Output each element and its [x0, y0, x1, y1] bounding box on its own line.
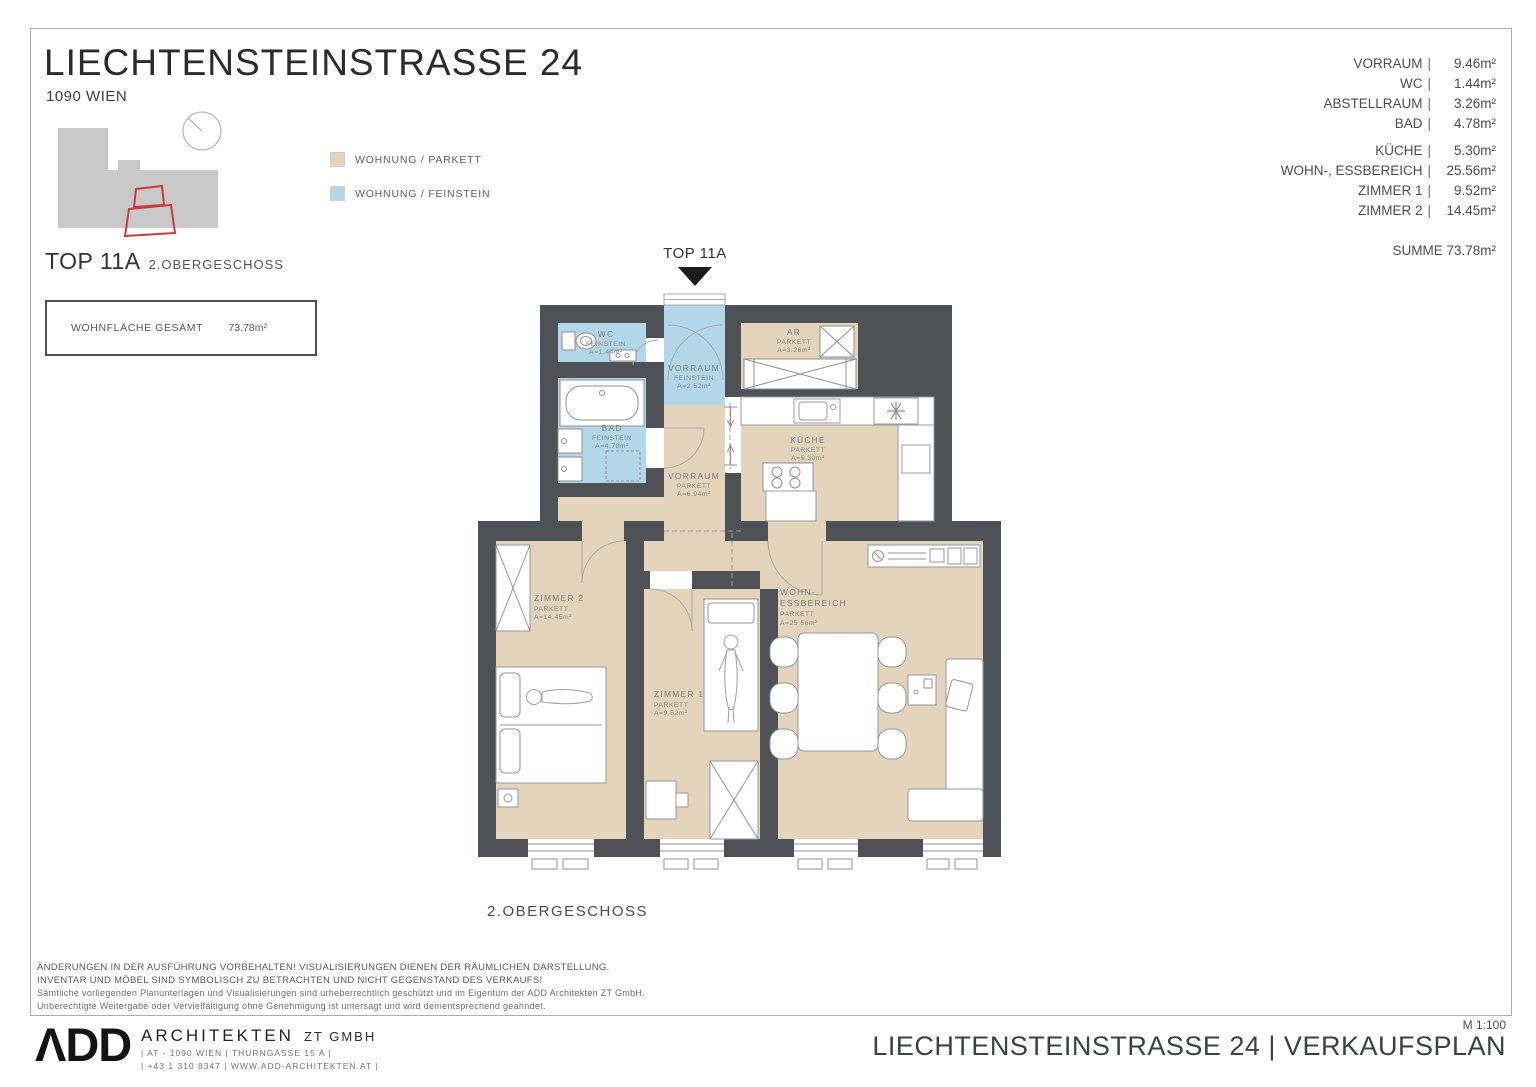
room-list [1281, 54, 1496, 261]
stove-icon [763, 463, 813, 491]
unit-heading [45, 248, 284, 275]
legend-item-feinstein [330, 186, 490, 201]
room-list-row: KÜCHE | 5.30m² [1281, 141, 1496, 161]
compass-icon [183, 112, 221, 150]
svg-text:A=2.52m²: A=2.52m² [677, 383, 711, 390]
svg-text:ZIMMER 2: ZIMMER 2 [534, 593, 585, 603]
storage-cabinet-icon [744, 359, 856, 389]
page-title: LIECHTENSTEINSTRASSE 24 [44, 42, 584, 83]
room-list-row: ABSTELLRAUM | 3.26m² [1281, 94, 1496, 114]
svg-text:BAD: BAD [601, 423, 623, 433]
dining-table-icon [798, 633, 878, 751]
svg-text:WOHN-,: WOHN-, [780, 587, 820, 597]
page-subtitle: 1090 WIEN [46, 88, 128, 105]
svg-text:FEINSTEIN: FEINSTEIN [586, 341, 626, 348]
area-box-value: 73.78m² [228, 322, 267, 334]
svg-text:ESSBEREICH: ESSBEREICH [780, 598, 847, 608]
svg-text:PARKETT: PARKETT [776, 339, 812, 346]
firm-address-1: | AT - 1090 WIEN | THURNGASSE 15 A | [141, 1048, 332, 1058]
svg-text:FEINSTEIN: FEINSTEIN [592, 435, 632, 442]
room-label: ZIMMER 2 [1357, 203, 1423, 218]
svg-text:ZIMMER 1: ZIMMER 1 [654, 689, 705, 699]
svg-text:A=9.52m²: A=9.52m² [654, 710, 688, 717]
svg-text:A=25.56m²: A=25.56m² [780, 620, 818, 627]
svg-text:AR: AR [786, 327, 802, 337]
legend-item-parkett [330, 152, 490, 167]
bathtub-icon [560, 380, 644, 426]
floor-caption: 2.OBERGESCHOSS [487, 903, 649, 920]
room-label: WOHN-, ESSBEREICH [1280, 163, 1423, 178]
floor-plan [478, 293, 1010, 875]
room-label: BAD [1394, 116, 1423, 131]
firm-suffix: ZT GMBH [303, 1029, 377, 1044]
svg-text:PARKETT: PARKETT [534, 606, 569, 613]
legend [330, 152, 490, 220]
firm-address-2: | +43 1 310 8347 | WWW.ADD-ARCHITEKTEN.AT | [141, 1061, 379, 1071]
room-label: ZIMMER 1 [1357, 183, 1423, 198]
parkett-swatch-icon [330, 152, 345, 167]
sum-label: SUMME [1392, 243, 1443, 258]
room-label: VORRAUM [1353, 56, 1423, 71]
room-label: WC [1399, 76, 1423, 91]
scale-label: M 1:100 [1462, 1018, 1506, 1032]
room-list-row: WC | 1.44m² [1281, 74, 1496, 94]
svg-text:A=6.94m²: A=6.94m² [677, 491, 711, 498]
kitchen-counter [741, 397, 934, 425]
svg-text:VORRAUM: VORRAUM [668, 363, 720, 373]
room-list-row: ZIMMER 2 | 14.45m² [1281, 201, 1496, 221]
disclaimer-line-1: ÄNDERUNGEN IN DER AUSFÜHRUNG VORBEHALTEN! VISUALISIERUNGEN DIENEN DER RÄUMLICHEN DARSTELLUNG. [37, 962, 610, 973]
room-value: 3.26m² [1453, 96, 1496, 111]
svg-text:PARKETT: PARKETT [790, 447, 826, 454]
plan-sheet-title: LIECHTENSTEINSTRASSE 24 | VERKAUFSPLAN [872, 1031, 1506, 1061]
side-table-icon [908, 675, 936, 705]
room-list-row: BAD | 4.78m² [1281, 114, 1496, 134]
disclaimer-line-2: INVENTAR UND MÖBEL SIND SYMBOLISCH ZU BETRACHTEN UND NICHT GEGENSTAND DES VERKAUFS! [37, 975, 543, 986]
svg-text:A=1.44m²: A=1.44m² [589, 349, 623, 356]
room-value: 9.52m² [1453, 183, 1496, 198]
feinstein-swatch-icon [330, 186, 345, 201]
svg-text:A=4.78m²: A=4.78m² [595, 443, 629, 450]
room-value: 25.56m² [1446, 163, 1496, 178]
entry-arrow-icon [678, 267, 712, 286]
svg-text:A=3.26m²: A=3.26m² [777, 347, 811, 354]
legend-label-feinstein: WOHNUNG / FEINSTEIN [355, 187, 491, 200]
legend-label-parkett: WOHNUNG / PARKETT [355, 153, 482, 166]
svg-text:A=5.30m²: A=5.30m² [791, 455, 825, 462]
plan-entry-label: TOP 11A [663, 245, 727, 262]
wardrobe-zimmer1-icon [710, 761, 758, 839]
svg-text:WC: WC [597, 329, 615, 339]
firm-block [141, 1026, 379, 1072]
washing-machine-icon [820, 326, 854, 357]
room-value: 4.78m² [1453, 116, 1496, 131]
nightstand-icon [498, 789, 518, 807]
svg-text:FEINSTEIN: FEINSTEIN [674, 375, 714, 382]
room-list-row: WOHN-, ESSBEREICH | 25.56m² [1281, 161, 1496, 181]
room-value: 9.46m² [1453, 56, 1496, 71]
room-value: 5.30m² [1453, 143, 1496, 158]
room-value: 14.45m² [1446, 203, 1496, 218]
firm-name: ARCHITEKTEN [141, 1026, 294, 1045]
unit-floor-label: 2.OBERGESCHOSS [148, 257, 284, 272]
svg-text:PARKETT: PARKETT [780, 611, 815, 618]
room-sum-row [1281, 241, 1496, 261]
room-value: 1.44m² [1453, 76, 1496, 91]
unit-top-label: TOP 11A [45, 248, 141, 274]
room-label: ABSTELLRAUM [1323, 96, 1423, 111]
room-list-row: VORRAUM | 9.46m² [1281, 54, 1496, 74]
double-bed-icon [496, 667, 606, 783]
disclaimer-line-3: Sämtliche vorliegenden Planunterlagen und Visualisierungen sind urheberrechtlich geschützt und im Eigentum der ADD Architekten ZT GmbH. [37, 988, 645, 998]
svg-text:PARKETT: PARKETT [654, 702, 689, 709]
sideboard-icon [868, 545, 980, 567]
entrance-landing [664, 294, 725, 305]
disclaimer [37, 961, 645, 1013]
area-box-label: WOHNFLÄCHE GESAMT [71, 322, 204, 334]
building-outline [58, 128, 218, 228]
area-box [45, 300, 317, 356]
svg-text:VORRAUM: VORRAUM [668, 471, 720, 481]
room-list-row: ZIMMER 1 | 9.52m² [1281, 181, 1496, 201]
svg-text:PARKETT: PARKETT [676, 483, 712, 490]
room-label: KÜCHE [1375, 143, 1423, 158]
disclaimer-line-4: Unberechtigte Weitergabe oder Vervielfältigung ohne Genehmigung ist untersagt und wird dementsprechend geahndet. [37, 1001, 546, 1011]
sum-value: 73.78m² [1446, 243, 1496, 258]
wardrobe-zimmer2-icon [496, 545, 530, 631]
svg-text:A=14.45m²: A=14.45m² [534, 614, 572, 621]
key-plan [50, 105, 235, 240]
single-bed-icon [704, 599, 758, 731]
firm-logo: ΛDD [35, 1018, 132, 1071]
svg-text:KÜCHE: KÜCHE [790, 435, 826, 445]
